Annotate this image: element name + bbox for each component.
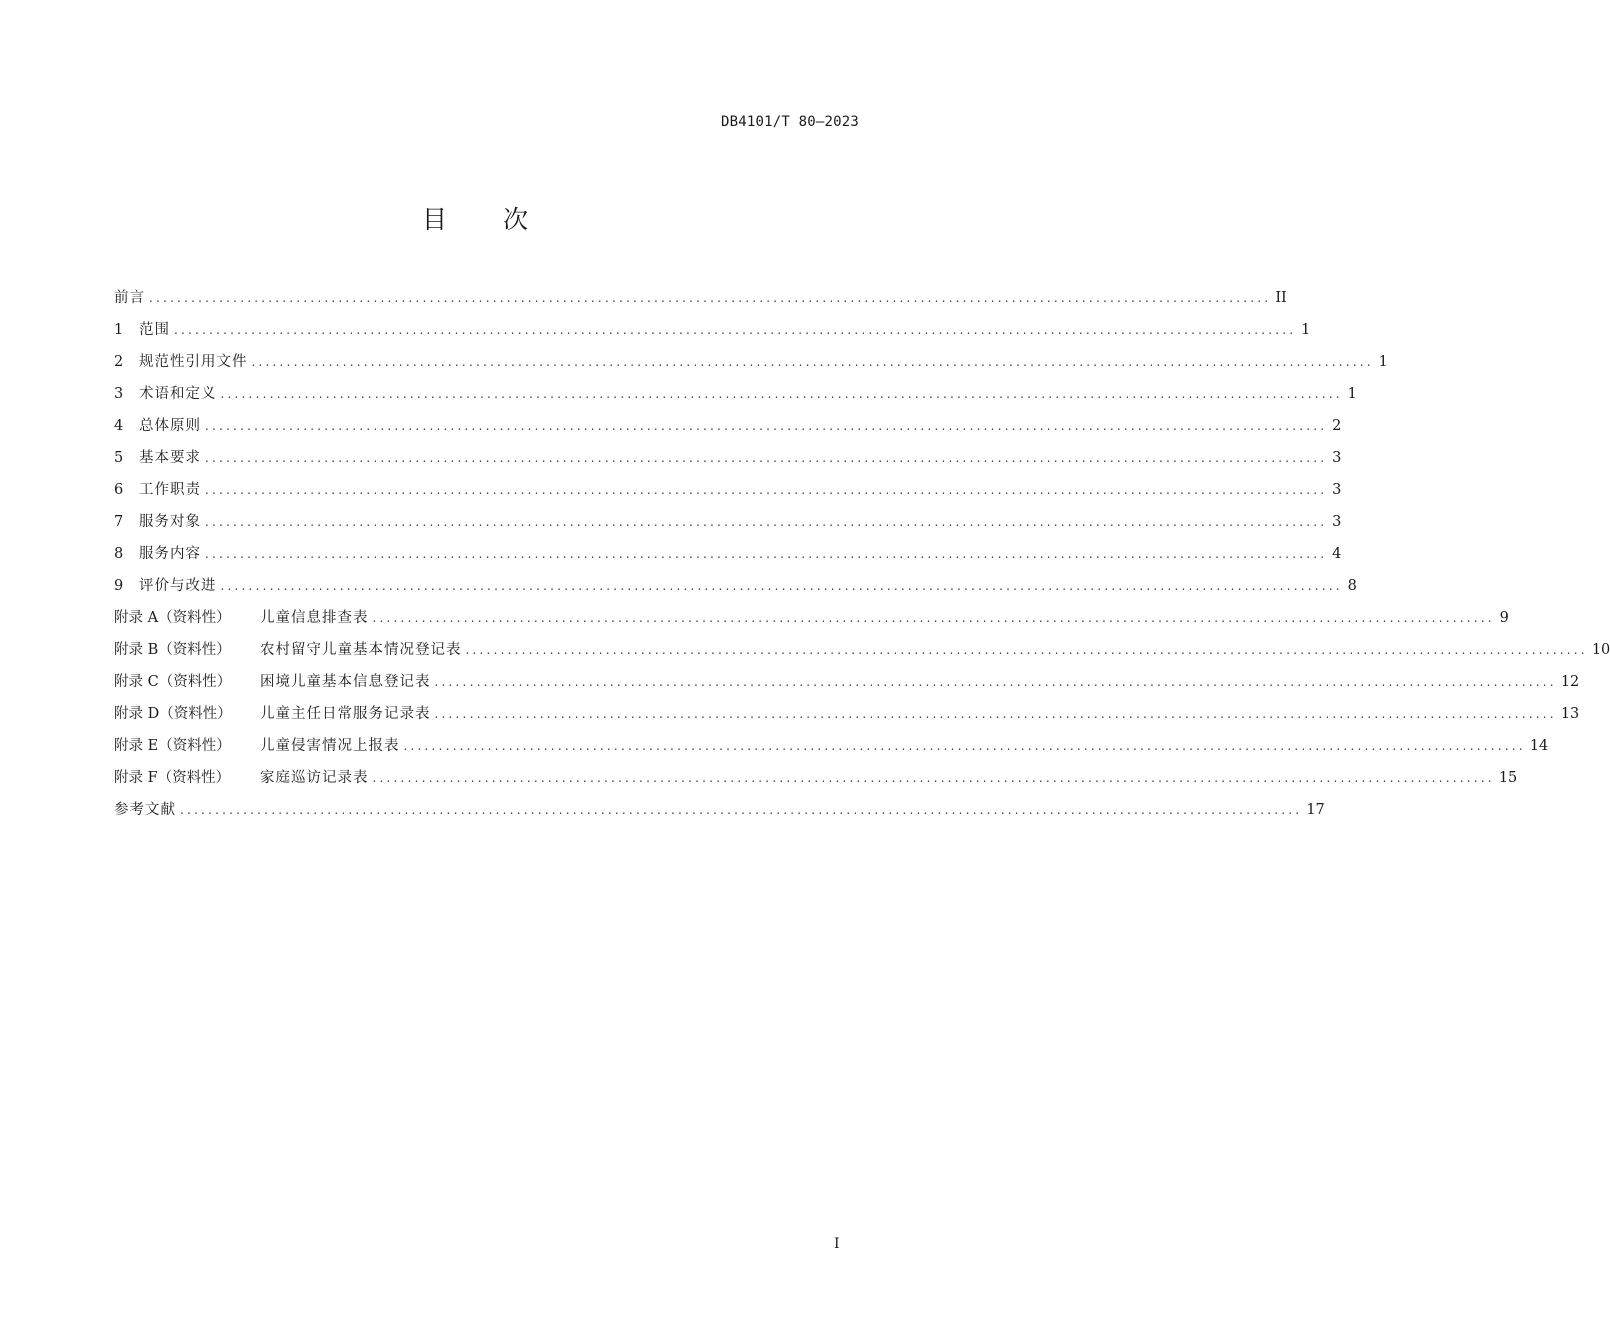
toc-entry[interactable]: [114, 638, 1610, 670]
toc-leader-dots: ................................................................................................................................................................: [205, 451, 1328, 465]
toc-leader-dots: ................................................................................................................................................................: [205, 483, 1328, 497]
toc-entry-label: 总体原则: [139, 418, 201, 434]
toc-entry-appendix-prefix: 附录 B（资料性）: [114, 642, 231, 658]
toc-entry-number: 8: [114, 546, 124, 562]
toc-entry-label: 基本要求: [139, 450, 201, 466]
toc-entry-page: 10: [1591, 642, 1610, 658]
toc-entry-label: 家庭巡访记录表: [260, 770, 369, 786]
toc-entry[interactable]: [114, 510, 1342, 542]
toc-entry[interactable]: [114, 670, 1580, 702]
toc-entry-number: 6: [114, 482, 124, 498]
toc-entry[interactable]: [114, 702, 1580, 734]
toc-entry-label: 参考文献: [114, 802, 176, 818]
toc-leader-dots: ................................................................................................................................................................: [205, 515, 1328, 529]
toc-leader-dots: ................................................................................................................................................................: [372, 611, 1495, 625]
toc-entry[interactable]: [114, 318, 1311, 350]
toc-entry[interactable]: [114, 382, 1357, 414]
toc-entry[interactable]: [114, 734, 1549, 766]
toc-entry-page: 9: [1499, 610, 1509, 626]
toc-entry-label: 困境儿童基本信息登记表: [260, 674, 431, 690]
toc-entry-label: 服务对象: [139, 514, 201, 530]
toc-entry-page: II: [1275, 290, 1287, 306]
toc-entry[interactable]: [114, 478, 1342, 510]
toc-entry-page: 12: [1560, 674, 1580, 690]
toc-entry-page: 2: [1332, 418, 1342, 434]
toc-entry-page: 3: [1332, 514, 1342, 530]
toc-entry-appendix-prefix: 附录 A（资料性）: [114, 610, 231, 626]
toc-entry-label: 范围: [139, 322, 170, 338]
toc-entry-number: 3: [114, 386, 124, 402]
toc-entry-label: 儿童信息排查表: [260, 610, 369, 626]
toc-leader-dots: ................................................................................................................................................................: [180, 803, 1303, 817]
toc-entry-page: 3: [1332, 482, 1342, 498]
toc-entry-page: 4: [1332, 546, 1342, 562]
toc-entry-page: 8: [1347, 578, 1357, 594]
table-of-contents: [114, 286, 1610, 830]
toc-entry-number: 4: [114, 418, 124, 434]
toc-entry[interactable]: [114, 542, 1342, 574]
toc-leader-dots: ................................................................................................................................................................: [149, 291, 1272, 305]
toc-leader-dots: ................................................................................................................................................................: [372, 771, 1495, 785]
toc-entry-label: 工作职责: [139, 482, 201, 498]
toc-entry-page: 1: [1347, 386, 1357, 402]
toc-leader-dots: ................................................................................................................................................................: [220, 579, 1343, 593]
toc-entry-label: 前言: [114, 290, 145, 306]
toc-entry-appendix-prefix: 附录 C（资料性）: [114, 674, 232, 690]
toc-entry-page: 1: [1301, 322, 1311, 338]
toc-leader-dots: ................................................................................................................................................................: [174, 323, 1297, 337]
page-title: [0, 200, 950, 236]
toc-entry-page: 14: [1529, 738, 1549, 754]
toc-entry[interactable]: [114, 766, 1518, 798]
toc-entry[interactable]: [114, 574, 1357, 606]
toc-leader-dots: ................................................................................................................................................................: [465, 643, 1588, 657]
toc-entry-label: 规范性引用文件: [139, 354, 248, 370]
toc-entry[interactable]: [114, 606, 1509, 638]
toc-entry-number: 2: [114, 354, 124, 370]
toc-entry-label: 评价与改进: [139, 578, 217, 594]
toc-entry-number: 1: [114, 322, 124, 338]
toc-leader-dots: ................................................................................................................................................................: [403, 739, 1526, 753]
toc-entry-page: 15: [1498, 770, 1518, 786]
toc-entry-number: 9: [114, 578, 124, 594]
title-char-2: 次: [503, 205, 529, 234]
toc-entry-number: 5: [114, 450, 124, 466]
toc-entry-appendix-prefix: 附录 D（资料性）: [114, 706, 232, 722]
toc-leader-dots: ................................................................................................................................................................: [434, 675, 1557, 689]
page-number: I: [834, 1236, 840, 1252]
toc-leader-dots: ................................................................................................................................................................: [251, 355, 1374, 369]
toc-entry[interactable]: [114, 446, 1342, 478]
toc-entry-label: 儿童主任日常服务记录表: [260, 706, 431, 722]
toc-entry-page: 13: [1560, 706, 1580, 722]
toc-entry[interactable]: [114, 414, 1342, 446]
toc-entry-page: 3: [1332, 450, 1342, 466]
toc-entry[interactable]: [114, 798, 1325, 830]
toc-leader-dots: ................................................................................................................................................................: [205, 419, 1328, 433]
toc-entry-appendix-prefix: 附录 F（资料性）: [114, 770, 231, 786]
title-char-1: 目: [421, 205, 447, 234]
toc-entry-page: 1: [1378, 354, 1388, 370]
toc-leader-dots: ................................................................................................................................................................: [220, 387, 1343, 401]
toc-entry-appendix-prefix: 附录 E（资料性）: [114, 738, 231, 754]
toc-entry-label: 儿童侵害情况上报表: [260, 738, 400, 754]
document-code: DB4101/T 80—2023: [720, 114, 859, 130]
toc-leader-dots: ................................................................................................................................................................: [434, 707, 1557, 721]
toc-entry-label: 农村留守儿童基本情况登记表: [260, 642, 462, 658]
toc-entry-label: 术语和定义: [139, 386, 217, 402]
toc-entry-page: 17: [1306, 802, 1325, 818]
toc-entry-label: 服务内容: [139, 546, 201, 562]
toc-entry-number: 7: [114, 514, 124, 530]
toc-entry[interactable]: [114, 286, 1287, 318]
toc-leader-dots: ................................................................................................................................................................: [205, 547, 1328, 561]
toc-entry[interactable]: [114, 350, 1388, 382]
